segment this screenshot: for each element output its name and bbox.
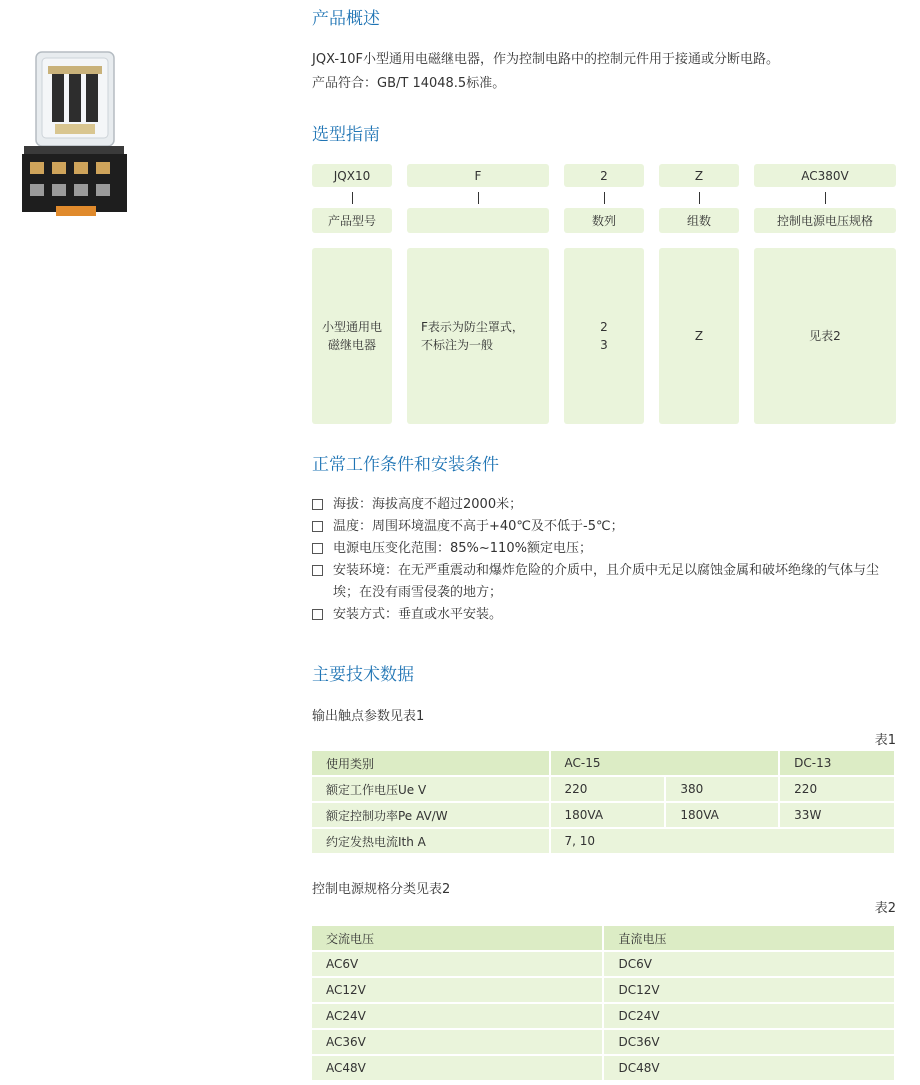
list-item (312, 516, 902, 538)
guide-heading: 选型指南 (312, 125, 380, 145)
detail-box-series (564, 248, 644, 424)
condition-text: 温度：周围环境温度不高于+40℃及不低于-5℃； (333, 519, 624, 534)
table-cell: AC36V (312, 1029, 603, 1055)
connector-line (699, 192, 700, 204)
overview-heading: 产品概述 (312, 9, 380, 29)
connector-line (825, 192, 826, 204)
detail-text: F表示为防尘罩式， 不标注为一般 (421, 320, 524, 352)
list-item (312, 538, 902, 560)
checkbox-icon (312, 521, 323, 532)
table2-label: 表2 (874, 901, 896, 916)
table-header-cell: 直流电压 (603, 926, 895, 951)
table-header-cell: 交流电压 (312, 926, 603, 951)
conditions-heading: 正常工作条件和安装条件 (312, 455, 499, 475)
condition-text: 安装方式：垂直或水平安装。 (333, 607, 503, 622)
checkbox-icon (312, 543, 323, 554)
table-cell: AC12V (312, 977, 603, 1003)
table-cell: DC6V (603, 951, 895, 977)
connector-line (478, 192, 479, 204)
contact-parameters-table (312, 751, 896, 855)
checkbox-icon (312, 565, 323, 576)
code-box-groups: Z (659, 164, 739, 187)
table-header-row (312, 926, 895, 951)
table1-caption: 输出触点参数见表1 (312, 709, 425, 724)
table-cell: 约定发热电流Ith A (312, 828, 550, 854)
code-box-voltage: AC380V (754, 164, 896, 187)
list-item (312, 604, 902, 626)
table1-label: 表1 (874, 733, 896, 748)
table-header-cell: 使用类别 (312, 751, 550, 776)
checkbox-icon (312, 499, 323, 510)
table-cell: AC24V (312, 1003, 603, 1029)
list-item (312, 560, 902, 604)
connector-line (352, 192, 353, 204)
table-row (312, 977, 895, 1003)
relay-product-image (22, 50, 127, 220)
detail-text: Z (694, 329, 704, 343)
table-cell: AC6V (312, 951, 603, 977)
label-box-type (407, 208, 549, 233)
condition-text: 海拔：海拔高度不超过2000米； (333, 497, 523, 512)
table-cell: DC36V (603, 1029, 895, 1055)
conditions-list (312, 494, 902, 626)
connector-line (604, 192, 605, 204)
table-cell: 7, 10 (550, 828, 896, 854)
table-cell: DC24V (603, 1003, 895, 1029)
detail-box-type (407, 248, 549, 424)
label-box-groups: 组数 (659, 208, 739, 233)
tech-heading: 主要技术数据 (312, 665, 414, 685)
detail-box-voltage (754, 248, 896, 424)
table-cell: AC48V (312, 1055, 603, 1081)
table-cell: 220 (550, 776, 666, 802)
table-cell: 33W (779, 802, 895, 828)
table-header-cell: AC-15 (550, 751, 780, 776)
table-header-row (312, 751, 895, 776)
code-box-series: 2 (564, 164, 644, 187)
list-item (312, 494, 902, 516)
table-cell: 180VA (665, 802, 779, 828)
checkbox-icon (312, 609, 323, 620)
table-cell: 380 (665, 776, 779, 802)
table-row (312, 828, 895, 854)
detail-box-model (312, 248, 392, 424)
code-box-model: JQX10 (312, 164, 392, 187)
overview-line-2: 产品符合：GB/T 14048.5标准。 (312, 76, 506, 91)
overview-line-1: JQX-10F小型通用电磁继电器，作为控制电路中的控制元件用于接通或分断电路。 (312, 52, 780, 67)
power-spec-table (312, 926, 896, 1082)
condition-text: 电源电压变化范围：85%~110%额定电压； (333, 541, 592, 556)
detail-text: 2 3 (600, 320, 608, 352)
table-cell: 220 (779, 776, 895, 802)
table-cell: DC12V (603, 977, 895, 1003)
label-box-voltage: 控制电源电压规格 (754, 208, 896, 233)
table-cell: 额定工作电压Ue V (312, 776, 550, 802)
label-box-series: 数列 (564, 208, 644, 233)
table-cell: 180VA (550, 802, 666, 828)
table-cell: 额定控制功率Pe AV/W (312, 802, 550, 828)
detail-box-groups (659, 248, 739, 424)
condition-text: 安装环境：在无严重震动和爆炸危险的介质中，且介质中无足以腐蚀金属和破坏绝缘的气体与尘埃；在没有雨雪侵袭的地方； (333, 563, 880, 600)
table-cell: DC48V (603, 1055, 895, 1081)
detail-text: 见表2 (809, 329, 841, 343)
table-row (312, 951, 895, 977)
detail-text: 小型通用电 磁继电器 (321, 320, 382, 352)
code-box-type: F (407, 164, 549, 187)
table-row (312, 776, 895, 802)
table-row (312, 1029, 895, 1055)
table-row (312, 1003, 895, 1029)
table-header-cell: DC-13 (779, 751, 895, 776)
label-box-model: 产品型号 (312, 208, 392, 233)
table-row (312, 1055, 895, 1081)
table2-caption: 控制电源规格分类见表2 (312, 882, 451, 897)
table-row (312, 802, 895, 828)
